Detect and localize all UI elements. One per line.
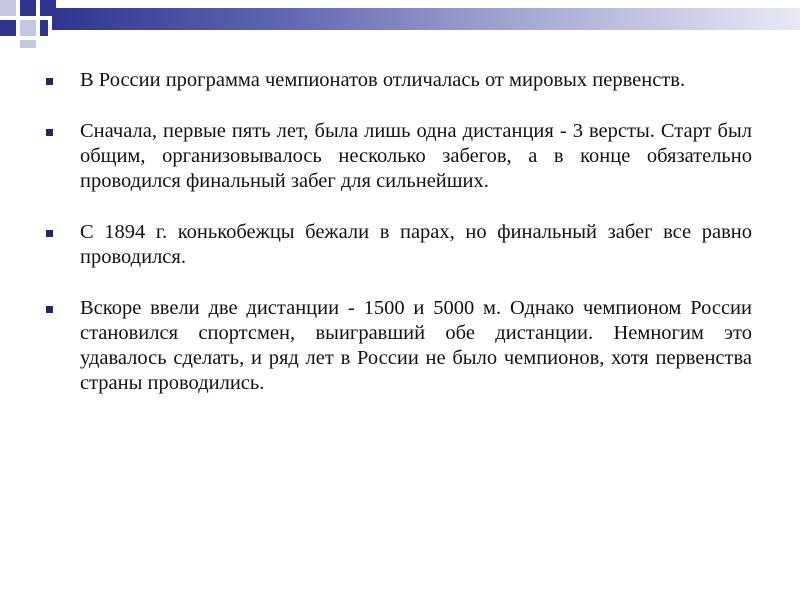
decor-square <box>20 40 36 48</box>
bullet-text: Вскоре ввели две дистанции - 1500 и 5000 м. Однако чемпионом России становился спортсмен, выигравший обе дистанции. Немногим это удавалось сделать, и ряд лет в России не было чемпионов, хотя первенства страны проводились. <box>80 297 752 394</box>
decor-square <box>0 0 16 16</box>
bullet-item <box>42 220 752 270</box>
bullet-text: С 1894 г. конькобежцы бежали в парах, но финальный забег все равно проводился. <box>80 221 752 268</box>
bullet-item <box>42 296 752 396</box>
square-bullet-icon <box>46 129 53 136</box>
decor-square <box>40 20 48 36</box>
bullet-item <box>42 119 752 194</box>
bullet-list <box>42 68 752 422</box>
bullet-item <box>42 68 752 93</box>
decor-square <box>20 20 36 36</box>
decor-square <box>20 0 36 16</box>
header-decoration <box>0 0 800 50</box>
square-bullet-icon <box>46 230 53 237</box>
square-bullet-icon <box>46 78 53 85</box>
header-gradient-bar <box>52 8 800 30</box>
square-bullet-icon <box>46 306 53 313</box>
bullet-text: В России программа чемпионатов отличалась от мировых первенств. <box>80 69 686 91</box>
bullet-text: Сначала, первые пять лет, была лишь одна дистанция - 3 версты. Старт был общим, организовывалось несколько забегов, а в конце обязательно проводился финальный забег для сильнейших. <box>80 120 752 192</box>
decor-square <box>0 20 16 36</box>
